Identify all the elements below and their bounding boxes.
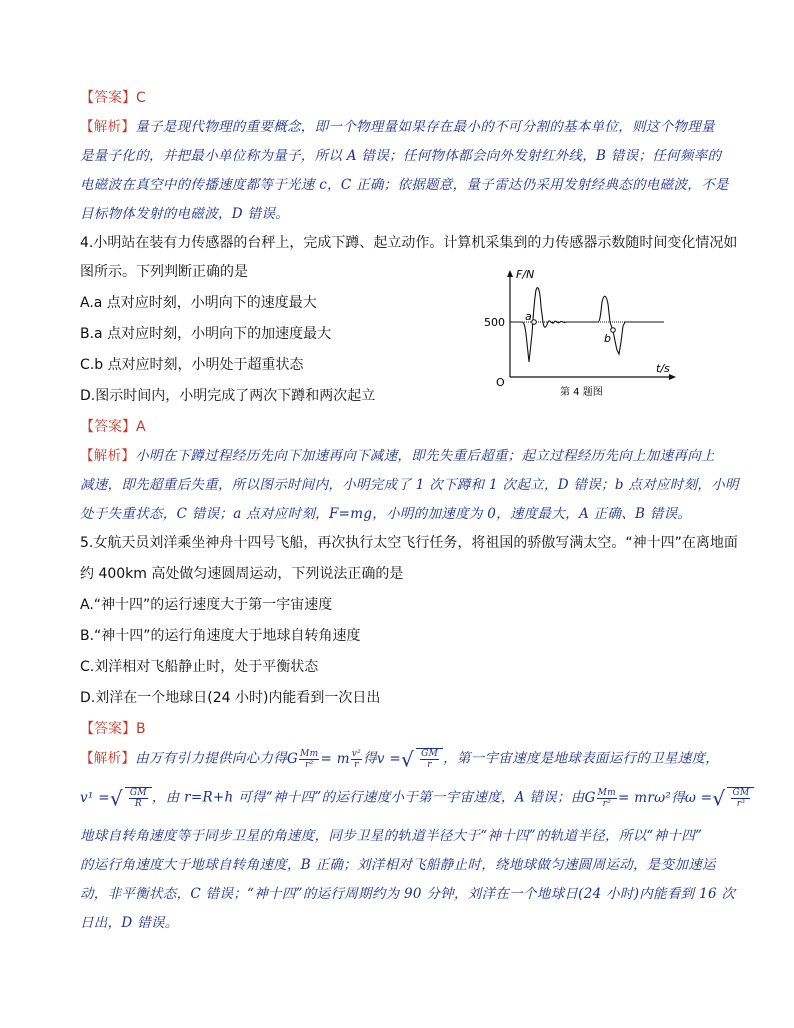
q4-option-a: A.a 点对应时刻，小明向下的速度最大 — [80, 295, 317, 311]
q4-explanation-line-3: 处于失重状态，C 错误；a 点对应时刻，F=mg，小明的加速度为 0，速度最大，A 正确、B 错误。 — [80, 506, 692, 522]
q4-option-c: C.b 点对应时刻，小明处于超重状态 — [80, 357, 304, 373]
q3-explanation-line-2: 是量子化的，并把最小单位称为量子，所以 A 错误；任何物体都会向外发射红外线，B 错误；任何频率的 — [80, 148, 722, 164]
formula-gravity: G $\frac{Mm}{\text{r²}}$ = m $\frac{\text{v²}}{r}$ — [287, 748, 362, 770]
y-tick-500: 500 — [484, 316, 505, 329]
q5-explanation-line-1: 【解析】由万有引力提供向心力得G $\frac{Mm}{\text{r²}}$ = m $\frac{\text{v²}}{r}$ 得v =√ $\frac{GM}{r}$ ，第一宇宙速度是地球表面运行的卫星速度， — [80, 747, 720, 771]
q3-explanation-line-4: 目标物体发射的电磁波，D 错误。 — [80, 206, 289, 222]
q4-answer — [80, 417, 146, 437]
q5-stem-line-2: 约 400km 高处做匀速圆周运动，下列说法正确的是 — [80, 566, 404, 582]
q5-explanation-line-3: 地球自转角速度等于同步卫星的角速度，同步卫星的轨道半径大于“神十四”的轨道半径，所以“神十四” — [80, 828, 703, 844]
force-curve — [510, 288, 664, 362]
explanation-tag: 【解析】 — [80, 119, 136, 135]
q5-option-d: D.刘洋在一个地球日(24 小时)内能看到一次日出 — [80, 690, 381, 706]
q5-explanation-line-2: v¹ =√ $\frac{GM}{R}$ ，由 r=R+h 可得“神十四”的运行速度小于第一宇宙速度，A 错误；由G $\frac{Mm}{\text{r²}}$ = mrω²得ω =√ $\frac{GM}{\text{r³}}$ — [80, 787, 754, 809]
q3-explanation-line-1: 【解析】量子是现代物理的重要概念，即一个物理量如果存在最小的不可分割的基本单位，则这个物理量 — [80, 119, 715, 135]
formula-v1: v¹ =√ $\frac{GM}{R}$ — [80, 790, 152, 806]
q5-explanation-line-4: 的运行角速度大于地球自转角速度，B 正确；刘洋相对飞船静止时，绕地球做匀速圆周运动，是变加速运 — [80, 857, 716, 873]
explanation-tag: 【解析】 — [80, 750, 136, 767]
formula-omega: G $\frac{Mm}{\text{r²}}$ = mrω²得ω =√ $\frac{GM}{\text{r³}}$ — [585, 790, 755, 806]
q4-stem-line-2: 图所示。下列判断正确的是 — [80, 264, 248, 280]
q4-stem-line-1: 4.小明站在装有力传感器的台秤上，完成下蹲、起立动作。计算机采集到的力传感器示数随时间变化情况如 — [80, 235, 738, 251]
q4-force-time-figure — [480, 262, 680, 402]
q4-explanation-line-2: 减速，即先超重后失重，所以图示时间内，小明完成了 1 次下蹲和 1 次起立，D 错误；b 点对应时刻，小明 — [80, 477, 739, 493]
y-axis-arrow — [507, 270, 513, 277]
answer-tag: 【答案】 — [80, 419, 136, 435]
point-a — [532, 320, 537, 325]
answer-tag: 【答案】 — [80, 721, 136, 737]
q5-explanation-line-6: 日出，D 错误。 — [80, 915, 179, 931]
point-a-label: a — [525, 310, 532, 323]
explanation-tag: 【解析】 — [80, 448, 136, 464]
answer-value: B — [136, 721, 146, 737]
q5-explanation-line-5: 动，非平衡状态，C 错误；“神十四”的运行周期约为 90 分钟，刘洋在一个地球日(24 小时)内能看到 16 次 — [80, 886, 736, 902]
q5-option-b: B.“神十四”的运行角速度大于地球自转角速度 — [80, 628, 361, 644]
point-b — [611, 328, 616, 333]
q5-option-c: C.刘洋相对飞船静止时，处于平衡状态 — [80, 659, 319, 675]
x-axis-arrow — [669, 374, 676, 380]
q3-answer — [80, 88, 146, 108]
answer-tag: 【答案】 — [80, 90, 136, 106]
answer-value: A — [136, 419, 146, 435]
figure-caption: 第 4 题图 — [560, 387, 603, 398]
q4-option-b: B.a 点对应时刻，小明向下的加速度最大 — [80, 326, 332, 342]
x-axis-label: t/s — [656, 362, 670, 375]
answer-value: C — [136, 90, 146, 106]
q4-option-d: D.图示时间内，小明完成了两次下蹲和两次起立 — [80, 388, 376, 404]
origin-label: O — [496, 376, 505, 389]
q5-stem-line-1: 5.女航天员刘洋乘坐神舟十四号飞船，再次执行太空飞行任务，将祖国的骄傲写满太空。“神十四”在离地面 — [80, 535, 738, 551]
q4-explanation-line-1: 【解析】小明在下蹲过程经历先向下加速再向下减速，即先失重后超重；起立过程经历先向上加速再向上 — [80, 448, 715, 464]
q5-answer — [80, 719, 146, 739]
y-axis-label: F/N — [516, 268, 535, 281]
q5-option-a: A.“神十四”的运行速度大于第一宇宙速度 — [80, 597, 333, 613]
point-b-label: b — [604, 332, 611, 345]
formula-v: v =√ $\frac{GM}{r}$ — [377, 751, 443, 767]
q3-explanation-line-3: 电磁波在真空中的传播速度都等于光速 c，C 正确；依据题意，量子雷达仍采用发射经典态的电磁波，不是 — [80, 177, 729, 193]
